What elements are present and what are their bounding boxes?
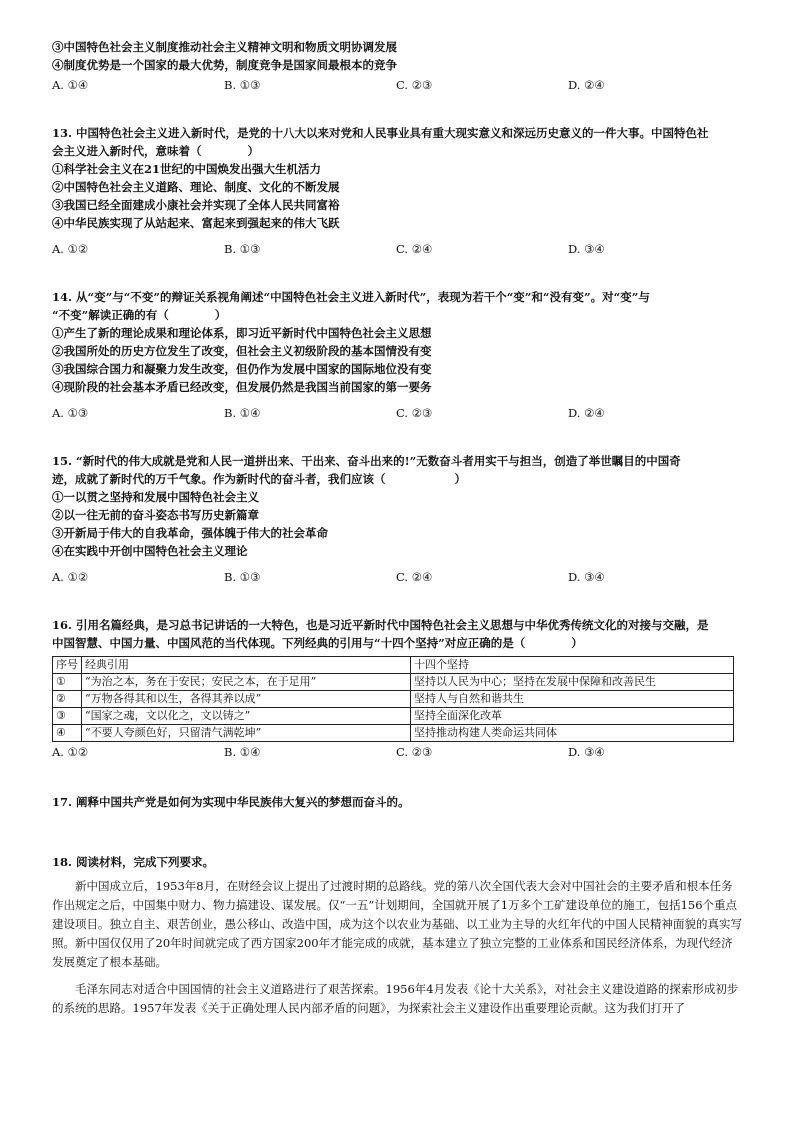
statement: ②以一往无前的奋斗姿态书写历史新篇章: [52, 508, 259, 522]
option-d[interactable]: D. ③④: [568, 242, 605, 256]
answer-options: [52, 76, 742, 94]
question-17: [52, 793, 742, 811]
statement: ④中华民族实现了从站起来、富起来到强起来的伟大飞跃: [52, 216, 340, 230]
statement: ②中国特色社会主义道路、理论、制度、文化的不断发展: [52, 180, 340, 194]
table-cell: 坚持推动构建人类命运共同体: [411, 725, 734, 742]
table-row: [53, 725, 734, 742]
question-stem: 中国智慧、中国力量、中国风范的当代体现。下列经典的引用与“十四个坚持”对应正确的是（ ）: [52, 636, 583, 650]
option-b[interactable]: B. ①③: [224, 242, 261, 256]
option-b[interactable]: B. ①③: [224, 570, 261, 584]
reading-material-paragraph: 毛泽东同志对适合中国国情的社会主义道路进行了艰苦探索。1956年4月发表《论十大关系》，对社会主义建设道路的探索形成初步的系统的思路。1957年发表《关于正确处理人民内部矛盾的问题》，为探索社会主义建设作出重要理论贡献。这为我们打开了: [52, 982, 739, 1015]
statement: ④在实践中开创中国特色社会主义理论: [52, 544, 248, 558]
table-cell: ③: [53, 708, 82, 725]
table-cell: “国家之魂，文以化之，文以铸之”: [82, 708, 411, 725]
table-cell: “万物各得其和以生，各得其养以成”: [82, 691, 411, 708]
table-row: [53, 674, 734, 691]
option-a[interactable]: A. ①②: [52, 242, 89, 256]
option-c[interactable]: C. ②④: [396, 570, 433, 584]
statement: ③我国综合国力和凝聚力发生改变，但仍作为发展中国家的国际地位没有变: [52, 362, 432, 376]
option-d[interactable]: D. ②④: [568, 406, 605, 420]
question-stem: 18. 阅读材料，完成下列要求。: [52, 855, 215, 869]
option-d[interactable]: D. ②④: [568, 78, 605, 92]
question-stem: 17. 阐释中国共产党是如何为实现中华民族伟大复兴的梦想而奋斗的。: [52, 795, 410, 809]
option-b[interactable]: B. ①④: [224, 406, 261, 420]
table-row: [53, 691, 734, 708]
question-stem: “不变”解读正确的有（ ）: [52, 308, 227, 322]
option-c[interactable]: C. ②④: [396, 242, 433, 256]
question-12-tail: [52, 38, 742, 94]
question-stem: 13. 中国特色社会主义进入新时代，是党的十八大以来对党和人民事业具有重大现实意义和深远历史意义的一件大事。中国特色社: [52, 126, 709, 140]
column-header: 序号: [53, 657, 82, 674]
column-header: 十四个坚持: [411, 657, 734, 674]
option-b[interactable]: B. ①③: [224, 78, 261, 92]
citation-table: [52, 656, 734, 742]
answer-options: [52, 568, 742, 586]
question-stem: 14. 从“变”与“不变”的辩证关系视角阐述“中国特色社会主义进入新时代”，表现为若干个“变”和“没有变”。对“变”与: [52, 290, 650, 304]
table-cell: 坚持全面深化改革: [411, 708, 734, 725]
table-cell: ①: [53, 674, 82, 691]
option-c[interactable]: C. ②③: [396, 78, 433, 92]
table-cell: ④: [53, 725, 82, 742]
answer-options: [52, 240, 742, 258]
table-header-row: [53, 657, 734, 674]
option-b[interactable]: B. ①④: [224, 745, 261, 759]
statement: ②我国所处的历史方位发生了改变，但社会主义初级阶段的基本国情没有变: [52, 344, 432, 358]
table-row: [53, 708, 734, 725]
statement: ①科学社会主义在21世纪的中国焕发出强大生机活力: [52, 162, 322, 176]
reading-material-paragraph: 新中国成立后，1953年8月，在财经会议上提出了过渡时期的总路线。党的第八次全国代表大会对中国社会的主要矛盾和根本任务作出规定之后，中国集中财力、物力搞建设、谋发展。仅“一五”计划期间，全国就开展了1万多个工矿建设单位的施工，包括156个重点建设项目。独立自主、艰苦创业，愚公移山、改造中国，成为这个以农业为基础、以工业为主导的火红年代的中国人民精神面貌的真实写照。新中国仅仅用了20年时间就完成了西方国家200年才能完成的成就，基本建立了独立完整的工业体系和国民经济体系，为现代经济发展奠定了根本基础。: [52, 879, 742, 969]
question-stem: 15. “新时代的伟大成就是党和人民一道拼出来、干出来、奋斗出来的!”无数奋斗者用实干与担当，创造了举世瞩目的中国奇: [52, 454, 681, 468]
question-14: [52, 288, 742, 422]
table-cell: 坚持以人民为中心；坚持在发展中保障和改善民生: [411, 674, 734, 691]
statement: ①产生了新的理论成果和理论体系，即习近平新时代中国特色社会主义思想: [52, 326, 432, 340]
option-c[interactable]: C. ②③: [396, 406, 433, 420]
statement: ③开新局于伟大的自我革命，强体魄于伟大的社会革命: [52, 526, 328, 540]
statement: ④现阶段的社会基本矛盾已经改变，但发展仍然是我国当前国家的第一要务: [52, 380, 432, 394]
question-16: [52, 616, 742, 761]
table-cell: “不要人夸颜色好，只留清气满乾坤”: [82, 725, 411, 742]
option-a[interactable]: A. ①④: [52, 78, 89, 92]
option-a[interactable]: A. ①②: [52, 570, 89, 584]
column-header: 经典引用: [82, 657, 411, 674]
answer-options: [52, 404, 742, 422]
option-c[interactable]: C. ②③: [396, 745, 433, 759]
question-stem: 16. 引用名篇经典，是习总书记讲话的一大特色，也是习近平新时代中国特色社会主义思想与中华优秀传统文化的对接与交融，是: [52, 618, 709, 632]
exam-page: [52, 38, 742, 1018]
answer-options: [52, 743, 742, 761]
table-cell: “为治之本，务在于安民；安民之本，在于足用”: [82, 674, 411, 691]
table-cell: 坚持人与自然和谐共生: [411, 691, 734, 708]
question-stem: 会主义进入新时代，意味着（ ）: [52, 144, 259, 158]
question-stem: 迹，成就了新时代的万千气象。作为新时代的奋斗者，我们应该（ ）: [52, 472, 466, 486]
statement: ①一以贯之坚持和发展中国特色社会主义: [52, 490, 259, 504]
statement: ③我国已经全面建成小康社会并实现了全体人民共同富裕: [52, 198, 340, 212]
option-d[interactable]: D. ③④: [568, 570, 605, 584]
question-18: [52, 853, 742, 1018]
table-cell: ②: [53, 691, 82, 708]
option-a[interactable]: A. ①②: [52, 745, 89, 759]
option-d[interactable]: D. ③④: [568, 745, 605, 759]
statement: ③中国特色社会主义制度推动社会主义精神文明和物质文明协调发展: [52, 40, 397, 54]
question-15: [52, 452, 742, 586]
statement: ④制度优势是一个国家的最大优势，制度竞争是国家间最根本的竞争: [52, 58, 397, 72]
question-13: [52, 124, 742, 258]
option-a[interactable]: A. ①③: [52, 406, 89, 420]
